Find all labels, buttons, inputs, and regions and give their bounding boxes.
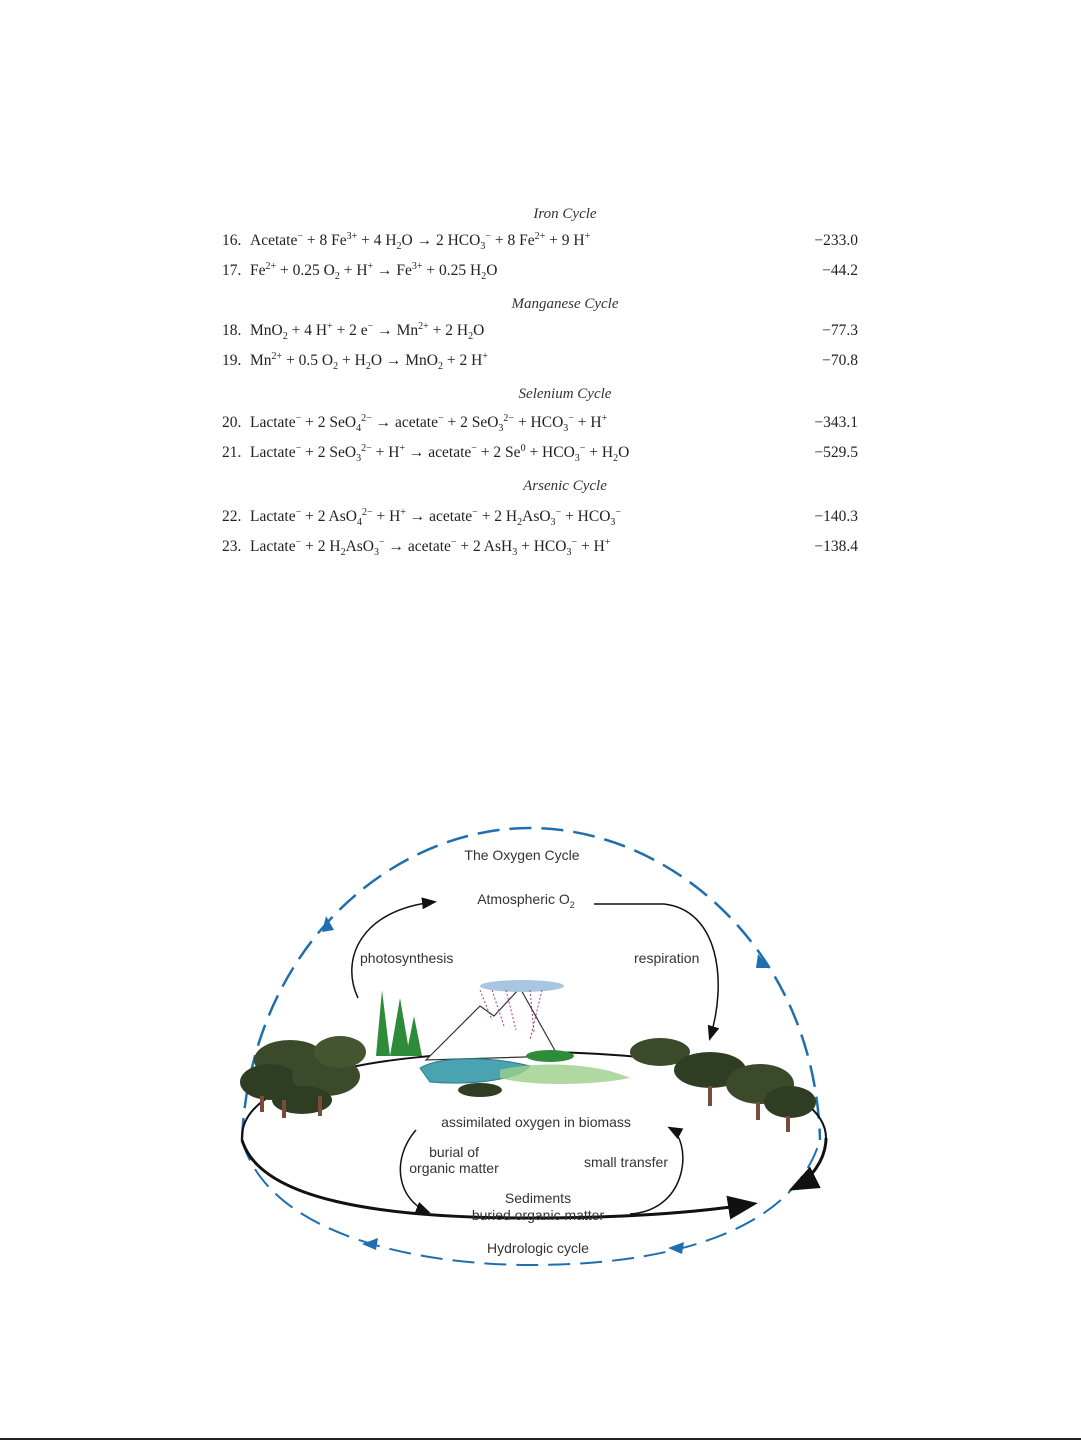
equation-row xyxy=(222,508,858,530)
blue-arrow-bottom-right xyxy=(668,1242,684,1254)
equation-text: $Mn^{2+} + 0.5$ $O_2 + H_2O \to MnO_2 + 2$ H+ xyxy=(250,350,488,373)
free-energy-value: −140.3 xyxy=(814,508,858,525)
biomass-label: assimilated oxygen in biomass xyxy=(441,1114,631,1130)
equation-row xyxy=(222,444,858,466)
equation-number: 23. xyxy=(222,538,242,555)
free-energy-value: −233.0 xyxy=(814,232,858,249)
photosynthesis-label: photosynthesis xyxy=(360,950,454,966)
cycle-title: Arsenic Cycle xyxy=(523,478,607,494)
sediments-label: Sediments xyxy=(504,1190,572,1206)
free-energy-value: −44.2 xyxy=(822,262,858,279)
equation-row xyxy=(222,322,858,344)
equation-text: Lactate− + 2 SeO$_3^{2-}$ + H+ → acetate− + 2 $Se^0 + HCO_3^- + H_2O$ xyxy=(250,442,630,465)
equation-text: Lactate− + 2 AsO$_4^{2-}$ + H+ → acetate− + 2 $H_2AsO_3^- + HCO_3^-$ xyxy=(250,506,622,529)
left-forest xyxy=(240,1036,366,1118)
right-forest xyxy=(630,1038,816,1132)
equation-text: MnO$_2$ + 4 H+ + 2 $e^- \to Mn^{2+} + 2$ $H_2O$ xyxy=(250,320,485,343)
equation-row xyxy=(222,414,858,436)
free-energy-value: −529.5 xyxy=(814,444,858,461)
transfer-arrow xyxy=(630,1128,683,1214)
equation-number: 22. xyxy=(222,508,242,525)
cycle-title: Iron Cycle xyxy=(533,206,597,222)
free-energy-value: −70.8 xyxy=(822,352,858,369)
free-energy-value: −343.1 xyxy=(814,414,858,431)
equation-row xyxy=(222,232,858,254)
respiration-arrow xyxy=(594,904,718,1038)
burial-label-2: organic matter xyxy=(409,1160,499,1176)
equation-row xyxy=(222,352,858,374)
equation-text: Acetate− + 8 $Fe^{3+} + 4$ $H_2O \to 2$ $HCO_3^- + 8$ $Fe^{2+} + 9$ H+ xyxy=(250,230,591,253)
burial-label-1: burial of xyxy=(429,1144,479,1160)
cycle-title: Manganese Cycle xyxy=(511,296,619,312)
grassland xyxy=(500,1064,630,1084)
cycle-title: Selenium Cycle xyxy=(518,386,612,402)
equation-text: Lactate− + 2 $H_2AsO_3^-$ → acetate− + 2 $AsH_3 + HCO_3^- + H^+$ xyxy=(250,536,611,559)
equation-number: 20. xyxy=(222,414,242,431)
equation-text: $Fe^{2+} + 0.25$ $O_2 + H^+ \to Fe^{3+} + 0.25$ $H_2O$ xyxy=(250,260,498,283)
free-energy-value: −77.3 xyxy=(822,322,858,339)
cloud xyxy=(480,980,564,992)
equation-number: 17. xyxy=(222,262,242,279)
equation-row xyxy=(222,538,858,560)
equation-number: 16. xyxy=(222,232,242,249)
free-energy-value: −138.4 xyxy=(814,538,858,555)
mountain xyxy=(426,988,558,1060)
small-transfer-label: small transfer xyxy=(583,1154,669,1170)
blue-arrow-bottom-left xyxy=(362,1238,378,1250)
equation-row xyxy=(222,262,858,284)
respiration-label: respiration xyxy=(634,950,700,966)
buried-label: buried organic matter xyxy=(471,1207,605,1223)
hydrologic-label: Hydrologic cycle xyxy=(487,1240,589,1256)
equation-number: 18. xyxy=(222,322,242,339)
equation-number: 21. xyxy=(222,444,242,461)
conifers xyxy=(376,990,422,1056)
oxygen-cycle-diagram xyxy=(230,820,850,1280)
atmospheric-label: Atmospheric $O_2$ xyxy=(477,891,575,910)
diagram-title: The Oxygen Cycle xyxy=(464,847,580,863)
page-bottom-rule xyxy=(0,1438,1081,1440)
equation-number: 19. xyxy=(222,352,242,369)
equation-text: Lactate− + 2 SeO$_4^{2-}$ → acetate− + 2 $SeO_3^{2-} + HCO_3^- + H^+$ xyxy=(250,412,608,435)
